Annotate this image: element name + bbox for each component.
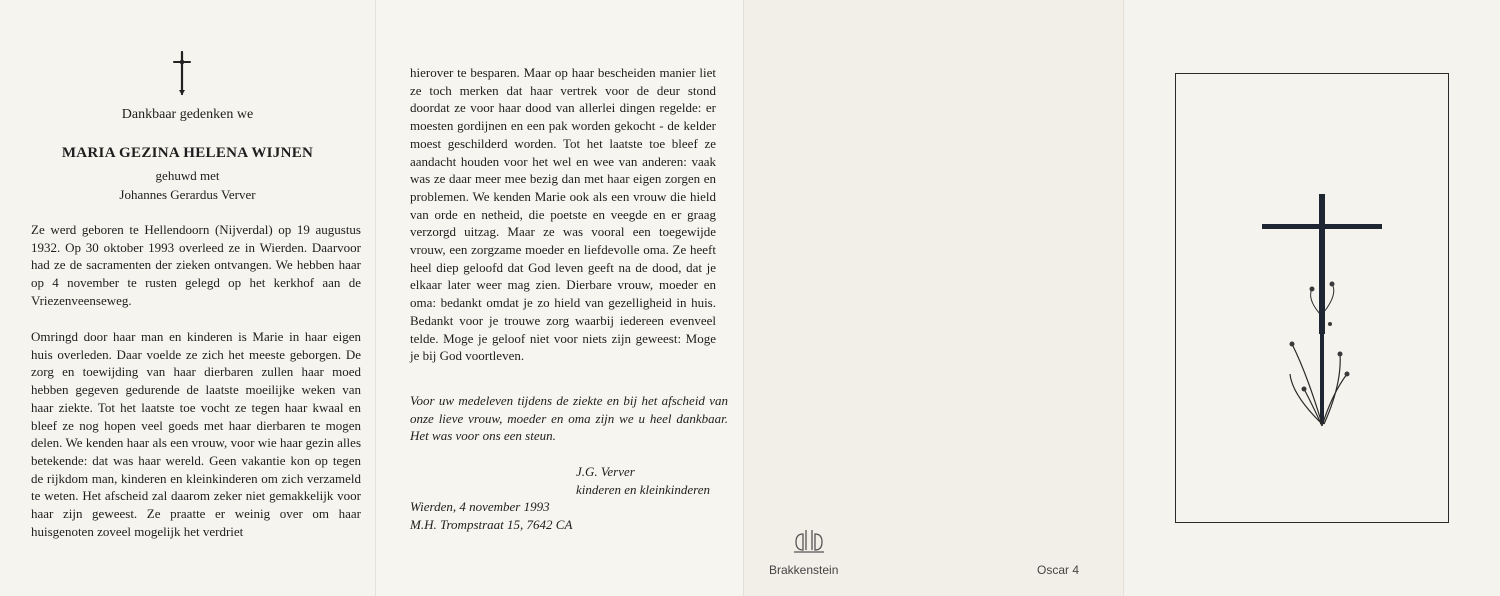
cover-frame — [1175, 73, 1449, 523]
married-label: gehuwd met — [155, 168, 220, 183]
card-panel-inner-right — [375, 0, 744, 596]
cross-icon — [170, 50, 194, 96]
biography-paragraph-1: Ze werd geboren te Hellendoorn (Nijverdal) op 19 augustus 1932. Op 30 oktober 1993 overleed ze in Wierden. Daarvoor had ze de sacramenten der zieken ontvangen. We hebben haar op 4 november te rusten gelegd op het kerkhof aan de Vriezenveenseweg. — [31, 222, 361, 308]
place-date: Wierden, 4 november 1993 — [410, 499, 550, 514]
card-panel-front-cover — [1123, 0, 1500, 596]
publisher-name: Brakkenstein — [769, 563, 839, 577]
card-panel-back — [743, 0, 1124, 596]
signature-name: J.G. Verver — [576, 464, 635, 479]
cross-with-flowers-icon — [1252, 194, 1392, 514]
card-panel-front-left — [0, 0, 375, 596]
thanks-paragraph: Voor uw medeleven tijdens de ziekte en bij het afscheid van onze lieve vrouw, moeder en oma zijn we u heel dankbaar. Het was voor ons een steun. — [410, 393, 728, 444]
biography-continued: hierover te besparen. Maar op haar bescheiden manier liet ze toch merken dat haar vertrek voor de deur stond doordat ze voor haar dood van allerlei dingen regelde: er moesten gordijnen en een pak worden gekocht - de kelder moest geschilderd worden. Tot het laatste toe bleef ze aandacht houden voor het wel en wee van anderen: vaak was ze daar meer mee bezig dan met haar eigen zorgen en problemen. We kenden Marie ook als een vrouw die hield van orde en netheid, die poetste en veegde en er graag verzorgd uitzag. Maar ze was vooral een toegewijde vrouw, een zorgzame moeder en liefdevolle oma. Ze heeft heel diep geloofd dat God leven geeft na de dood, dat je elkaar later weer mag zien. Dierbare vrouw, moeder en oma: bedankt omdat je zo hield van gezelligheid in huis. Bedankt voor je trouwe zorg waarbij iedereen evenveel telde. Moge je geloof niet voor niets zijn geweest: Moge je bij God voortleven. — [410, 65, 716, 364]
biography-paragraph-2: Omringd door haar man en kinderen is Marie in haar eigen huis overleden. Daar voelde ze zich het meeste geborgen. De zorg en toewijding van haar dierbaren zullen haar moed hebben gegeven gedurende de laatste moeilijke weken van haar ziekte. Tot het laatste toe vocht ze tegen haar kwaal en bleef ze nog hopen veel goeds met haar dierbaren te mogen delen. We kenden haar als een vrouw, voor wie haar gezin alles betekende: dat was haar wereld. Geen vakantie kon op tegen de rijkdom man, kinderen en kleinkinderen om zich verzameld te weten. Het afscheid zal daarom zeker niet gemakkelijk voor haar zijn geweest. Ze praatte er weinig over om haar huisgenoten zoveel mogelijk het verdriet — [31, 329, 361, 539]
signature-family: kinderen en kleinkinderen — [576, 482, 711, 497]
spouse-name: Johannes Gerardus Verver — [119, 187, 256, 202]
design-code: Oscar 4 — [1037, 563, 1080, 577]
address: M.H. Trompstraat 15, 7642 CA — [410, 517, 573, 532]
brakkenstein-logo-icon — [792, 528, 826, 556]
heading-dankbaar: Dankbaar gedenken we — [121, 107, 254, 122]
deceased-name: MARIA GEZINA HELENA WIJNEN — [61, 145, 314, 161]
